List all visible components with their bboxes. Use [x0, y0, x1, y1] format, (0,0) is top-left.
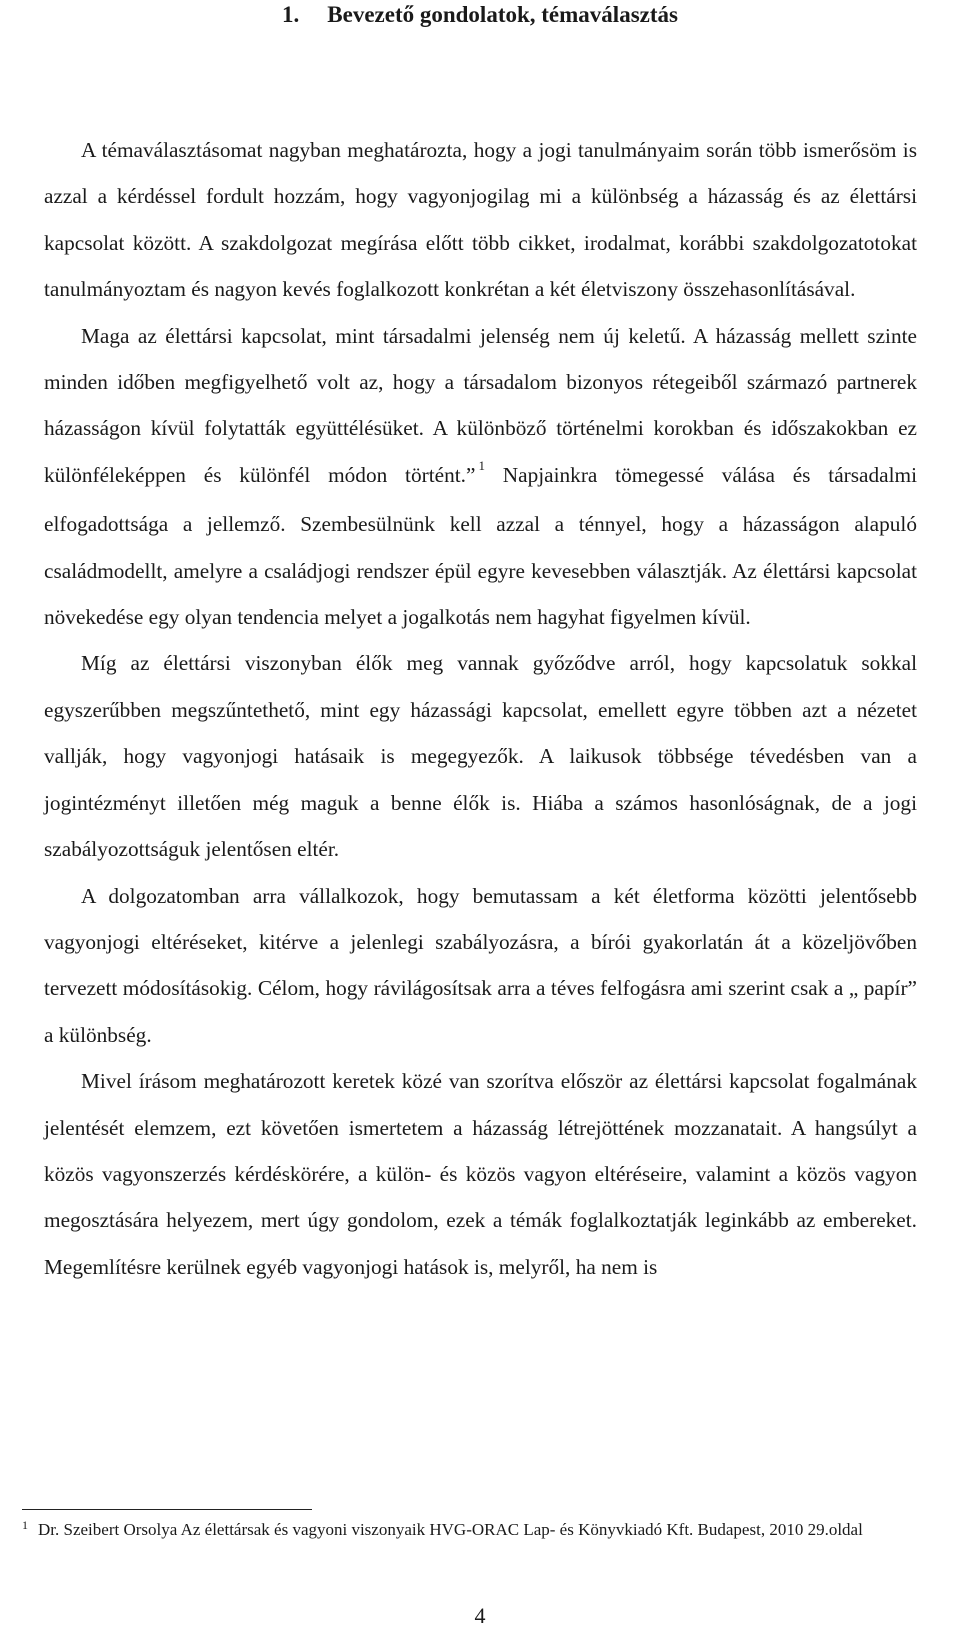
chapter-title: Bevezető gondolatok, témaválasztás	[327, 2, 678, 27]
footnote-reference[interactable]: 1	[478, 457, 485, 473]
footnote-text: Dr. Szeibert Orsolya Az élettársak és vagyoni viszonyaik HVG-ORAC Lap- és Könyvkiadó Kft. Budapest, 2010 29.oldal	[38, 1520, 863, 1539]
footnote-separator	[22, 1509, 312, 1510]
page-number: 4	[474, 1603, 486, 1628]
body-text	[44, 127, 917, 1290]
paragraph: Mivel írásom meghatározott keretek közé van szorítva először az élettársi kapcsolat fogalmának jelentését elemzem, ezt követően ismertetem a házasság létrejöttének mozzanatait. A hangsúlyt a közös vagyonszerzés kérdéskörére, a külön- és közös vagyon eltéréseire, valamint a közös vagyon megosztására helyezem, mert úgy gondolom, ezek a témák foglalkoztatják leginkább az embereket. Megemlítésre kerülnek egyéb vagyonjogi hatások is, melyről, ha nem is	[44, 1069, 917, 1279]
paragraph-text: Napjainkra tömegessé válása és társadalmi elfogadottsága a jellemző. Szembesülnünk kell azzal a ténnyel, hogy a házasságon alapuló családmodellt, amelyre a családjogi rendszer épül egyre kevesebben választják. Az élettársi kapcsolat növekedése egy olyan tendencia melyet a jogalkotás nem hagyhat figyelmen kívül.	[44, 462, 917, 630]
footnote-mark: 1	[22, 1518, 28, 1532]
paragraph: Míg az élettársi viszonyban élők meg vannak győződve arról, hogy kapcsolatuk sokkal egyszerűbben megszűntethető, mint egy házassági kapcsolat, emellett egyre többen azt a nézetet vallják, hogy vagyonjogi hatásaik is megegyezők. A laikusok többsége tévedésben van a jogintézményt illetően még maguk a benne élők is. Hiába a számos hasonlóságnak, de a jogi szabályozottságuk jelentősen eltér.	[44, 651, 917, 862]
footnote	[22, 1516, 916, 1545]
paragraph	[44, 313, 917, 641]
chapter-number: 1.	[282, 2, 300, 27]
paragraph: A dolgozatomban arra vállalkozok, hogy bemutassam a két életforma közötti jelentősebb vagyonjogi eltéréseket, kitérve a jelenlegi szabályozásra, a bírói gyakorlatán át a közeljövőben tervezett módosításokig. Célom, hogy rávilágosítsak arra a téves felfogásra ami szerint csak a „ papír” a különbség.	[44, 883, 917, 1047]
paragraph: A témaválasztásomat nagyban meghatározta, hogy a jogi tanulmányaim során több ismerősöm is azzal a kérdéssel fordult hozzám, hogy vagyonjogilag mi a különbség a házasság és az élettársi kapcsolat között. A szakdolgozat megírása előtt több cikket, irodalmat, korábbi szakdolgozatotokat tanulmányoztam és nagyon kevés foglalkozott konkrétan a két életviszony összehasonlításával.	[44, 138, 917, 302]
paragraph-text: Maga az élettársi kapcsolat, mint társadalmi jelenség nem új keletű. A házasság mellett szinte minden időben megfigyelhető volt az, hogy a társadalom bizonyos rétegeiből származó partnerek házasságon kívül folytatták együttélésüket. A különböző történelmi korokban és időszakokban ez különféleképpen és különfél módon történt.”	[44, 323, 917, 487]
chapter-heading	[0, 0, 960, 30]
